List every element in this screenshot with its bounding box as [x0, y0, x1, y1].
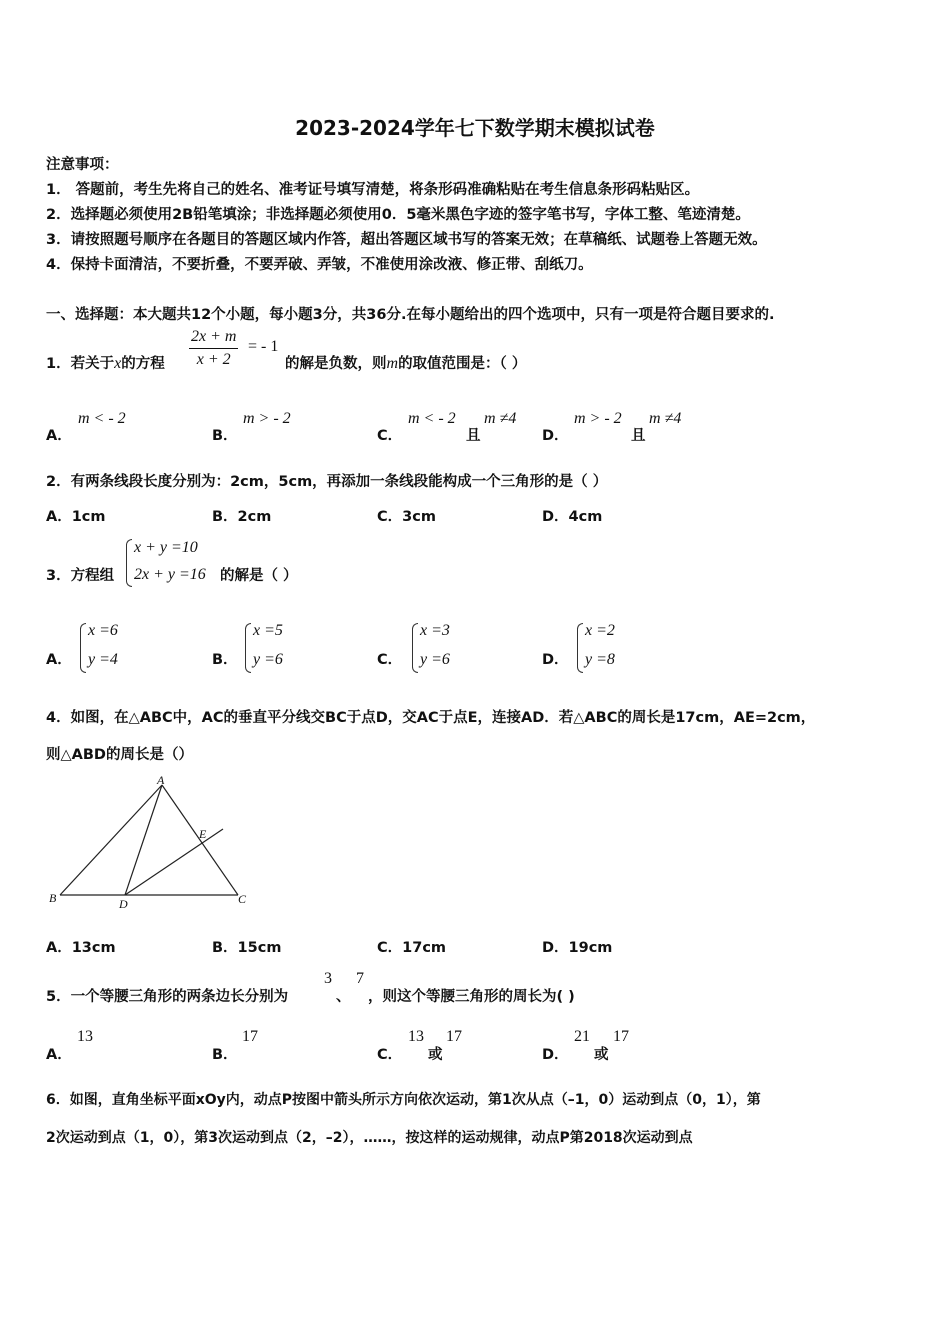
section-heading: 一、选择题：本大题共12个小题，每小题3分，共36分.在每小题给出的四个选项中，只有一项是符合题目要求的.	[46, 307, 775, 323]
q5-option-label[interactable]: A．	[46, 1047, 72, 1063]
q1-suffix	[285, 352, 526, 373]
q5-option-v1: 13	[77, 1028, 93, 1045]
label-d: D	[119, 897, 128, 911]
q4-stem-line1: 4．如图，在△ABC中，AC的垂直平分线交BC于点D，交AC于点E，连接AD．若△ABC的周长是17cm，AE=2cm，	[46, 710, 816, 726]
q5-option-v1: 17	[242, 1028, 258, 1045]
q5-option-or: 或	[428, 1047, 443, 1063]
q1-suffix1: 的解是负数，则	[285, 356, 387, 372]
q5-option-label[interactable]: D．	[542, 1047, 569, 1063]
notice-item: 2．选择题必须使用2B铅笔填涂；非选择题必须使用0．5毫米黑色字迹的签字笔书写，字体工整、笔迹清楚。	[46, 207, 750, 223]
q1-rhs: = - 1	[248, 338, 279, 355]
label-c: C	[238, 892, 247, 906]
q1-prefix: 1．若关于	[46, 356, 115, 372]
q1-option-expr2: m ≠4	[649, 410, 682, 427]
q2-option[interactable]: A．1cm	[46, 509, 106, 525]
q3-prefix: 3．方程组	[46, 568, 115, 584]
q1-option-expr: m > - 2	[243, 410, 291, 427]
page-title: 2023-2024学年七下数学期末模拟试卷	[295, 116, 655, 140]
q1-option-label[interactable]: B．	[212, 428, 238, 444]
q3-eq1: x + y =10	[134, 539, 198, 556]
notice-item: 3．请按照题号顺序在各题目的答题区域内作答，超出答题区域书写的答案无效；在草稿纸、试题卷上答题无效。	[46, 232, 767, 248]
q1-stem	[46, 352, 165, 373]
q5-option-v1: 13	[408, 1028, 424, 1045]
q1-var-x: x	[114, 355, 122, 372]
q4-stem-line2: 则△ABD的周长是（）	[46, 747, 193, 763]
q1-denominator: x + 2	[196, 351, 231, 368]
q1-suffix2: 的取值范围是：（ ）	[398, 356, 527, 372]
q3-brace	[126, 539, 132, 587]
q2-option[interactable]: B．2cm	[212, 509, 272, 525]
side-ab	[60, 785, 162, 895]
q1-option-label[interactable]: A．	[46, 428, 72, 444]
q1-option-expr2: m ≠4	[484, 410, 517, 427]
q1-option-and: 且	[631, 428, 646, 444]
q3-option-label[interactable]: A．	[46, 652, 72, 668]
label-e: E	[199, 827, 207, 841]
q1-var-m: m	[386, 355, 399, 372]
q5-prefix: 5．一个等腰三角形的两条边长分别为	[46, 989, 289, 1005]
notice-item: 4．保持卡面清洁，不要折叠，不要弄破、弄皱，不准使用涂改液、修正带、刮纸刀。	[46, 257, 593, 273]
q1-fraction	[189, 326, 238, 371]
q3-option-brace	[412, 623, 418, 673]
q5-option-label[interactable]: C．	[377, 1047, 403, 1063]
q3-option-label[interactable]: C．	[377, 652, 403, 668]
q3-option-brace	[577, 623, 583, 673]
q2-option[interactable]: C．3cm	[377, 509, 436, 525]
q5-suffix: ，则这个等腰三角形的周长为( )	[368, 989, 575, 1005]
notice-heading: 注意事项：	[46, 157, 119, 173]
q5-side-a: 3	[324, 970, 332, 987]
q3-option-line2: y =8	[585, 651, 615, 668]
q3-option-line1: x =5	[253, 622, 283, 639]
q1-option-expr: m > - 2	[574, 410, 622, 427]
q1-numerator: 2x + m	[189, 326, 238, 349]
q3-option-line1: x =6	[88, 622, 118, 639]
q4-option[interactable]: B．15cm	[212, 940, 282, 956]
q3-suffix: 的解是（ ）	[220, 568, 298, 584]
q3-option-line1: x =3	[420, 622, 450, 639]
perpendicular-bisector	[125, 829, 223, 895]
q4-option[interactable]: C．17cm	[377, 940, 447, 956]
q3-eq2: 2x + y =16	[134, 566, 206, 583]
q5-option-label[interactable]: B．	[212, 1047, 238, 1063]
label-a: A	[157, 775, 165, 787]
q1-mid: 的方程	[121, 356, 165, 372]
q5-option-v1: 21	[574, 1028, 590, 1045]
q6-stem-line1: 6．如图，直角坐标平面xOy内，动点P按图中箭头所示方向依次运动，第1次从点（–1，0）运动到点（0，1），第	[46, 1092, 761, 1108]
notice-item: 1． 答题前，考生先将自己的姓名、准考证号填写清楚，将条形码准确粘贴在考生信息条形码粘贴区。	[46, 182, 700, 198]
q3-option-line1: x =2	[585, 622, 615, 639]
q3-option-brace	[80, 623, 86, 673]
q1-option-expr: m < - 2	[78, 410, 126, 427]
q2-stem: 2．有两条线段长度分别为：2cm，5cm，再添加一条线段能构成一个三角形的是（ ）	[46, 474, 608, 490]
q3-option-line2: y =6	[253, 651, 283, 668]
q5-option-v2: 17	[613, 1028, 629, 1045]
q5-option-v2: 17	[446, 1028, 462, 1045]
q5-sep: 、	[336, 989, 351, 1005]
triangle-figure	[40, 775, 270, 915]
segment-ad	[125, 785, 162, 895]
q1-option-label[interactable]: C．	[377, 428, 403, 444]
q3-option-label[interactable]: D．	[542, 652, 569, 668]
q4-option[interactable]: A．13cm	[46, 940, 116, 956]
q3-option-label[interactable]: B．	[212, 652, 238, 668]
q5-side-b: 7	[356, 970, 364, 987]
q4-option[interactable]: D．19cm	[542, 940, 613, 956]
q5-option-or: 或	[594, 1047, 609, 1063]
q3-option-line2: y =6	[420, 651, 450, 668]
q3-option-brace	[245, 623, 251, 673]
q2-option[interactable]: D．4cm	[542, 509, 603, 525]
q1-option-and: 且	[466, 428, 481, 444]
q1-option-label[interactable]: D．	[542, 428, 569, 444]
q3-option-line2: y =4	[88, 651, 118, 668]
q6-stem-line2: 2次运动到点（1，0），第3次运动到点（2，–2），……，按这样的运动规律，动点P第2018次运动到点	[46, 1130, 693, 1146]
label-b: B	[49, 891, 57, 905]
q1-option-expr: m < - 2	[408, 410, 456, 427]
